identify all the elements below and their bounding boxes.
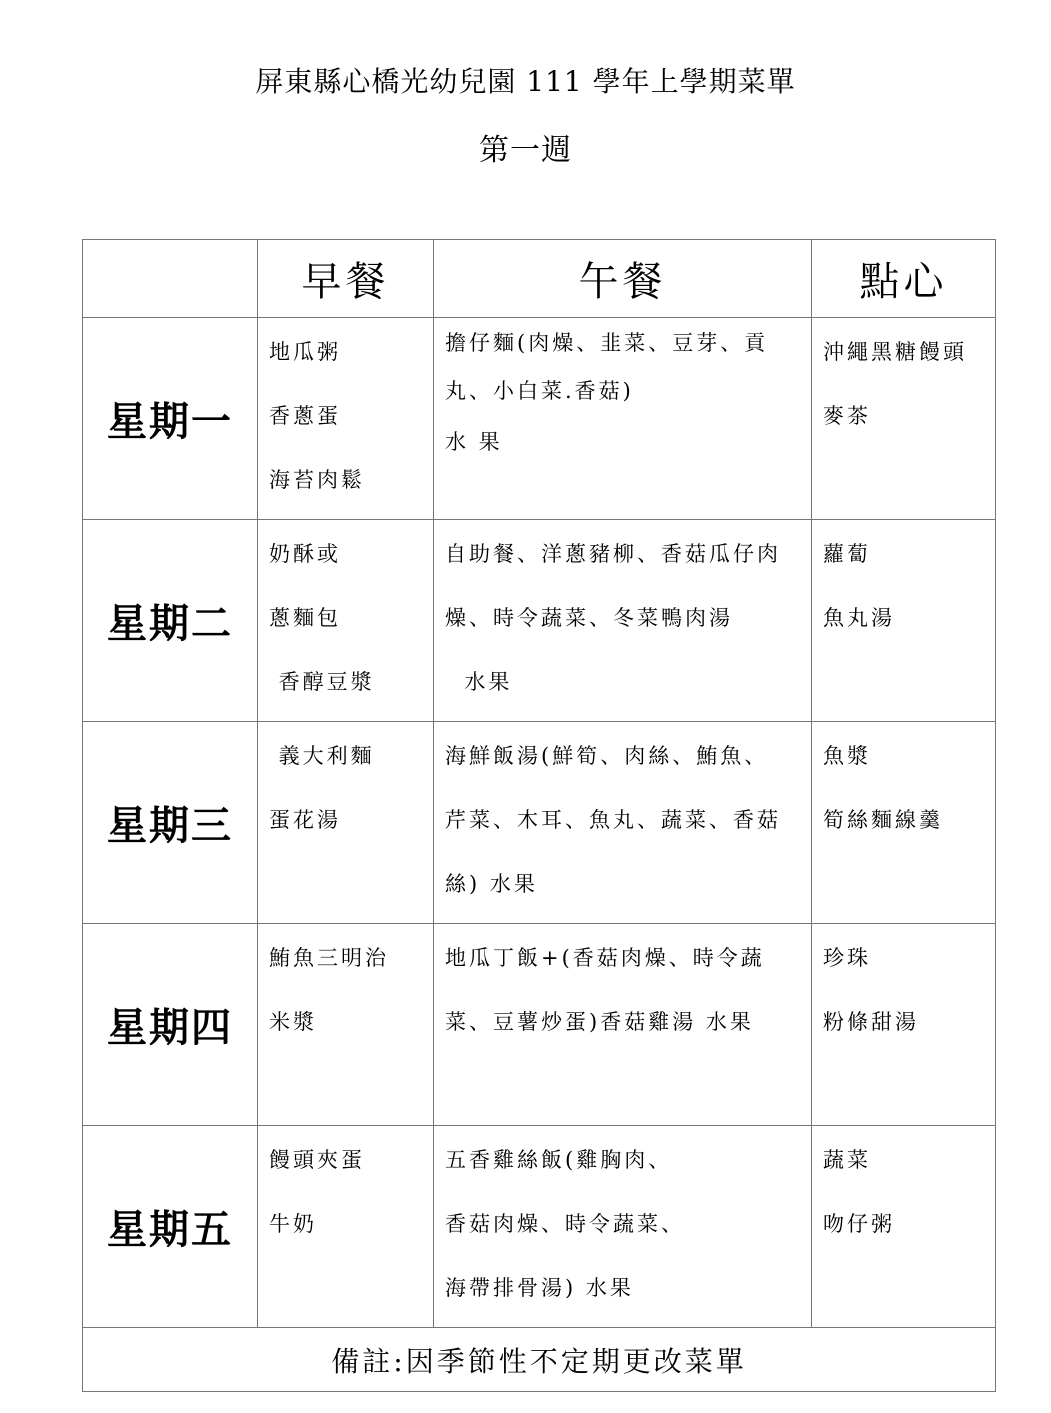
- menu-item: 香菇肉燥、時令蔬菜、: [445, 1212, 685, 1236]
- menu-item: 魚漿: [823, 744, 871, 768]
- lunch-cell: [434, 1126, 812, 1328]
- lunch-cell: [434, 318, 812, 520]
- lunch-cell: [434, 924, 812, 1126]
- menu-item: 海帶排骨湯) 水果: [445, 1276, 634, 1300]
- menu-item: 米漿: [269, 1010, 317, 1034]
- snack-cell: [812, 924, 996, 1126]
- menu-item: 筍絲麵線羹: [823, 808, 943, 832]
- lunch-cell: [434, 722, 812, 924]
- menu-item: 水果: [445, 670, 513, 694]
- menu-note: 備註:因季節性不定期更改菜單: [83, 1328, 996, 1392]
- lunch-cell: [434, 520, 812, 722]
- menu-item: 饅頭夾蛋: [269, 1148, 365, 1172]
- menu-item: 地瓜粥: [269, 340, 341, 364]
- day-label: 星期二: [83, 520, 258, 722]
- breakfast-cell: [258, 318, 434, 520]
- menu-item: 吻仔粥: [823, 1212, 895, 1236]
- header-day: [83, 240, 258, 318]
- menu-table: [82, 239, 996, 1392]
- table-row: [83, 722, 996, 924]
- breakfast-cell: [258, 722, 434, 924]
- menu-item: 蔥麵包: [269, 606, 341, 630]
- menu-item: 地瓜丁飯+(香菇肉燥、時令蔬: [445, 946, 765, 970]
- header-lunch: 午餐: [434, 240, 812, 318]
- day-label: 星期四: [83, 924, 258, 1126]
- breakfast-cell: [258, 520, 434, 722]
- menu-item: 蛋花湯: [269, 808, 341, 832]
- menu-item: 水 果: [445, 430, 503, 454]
- note-row: [83, 1328, 996, 1392]
- header-breakfast: 早餐: [258, 240, 434, 318]
- header-snack: 點心: [812, 240, 996, 318]
- snack-cell: [812, 318, 996, 520]
- day-label: 星期一: [83, 318, 258, 520]
- table-row: [83, 318, 996, 520]
- menu-item: 麥茶: [823, 404, 871, 428]
- table-row: [83, 1126, 996, 1328]
- document-title: 屏東縣心橋光幼兒園 111 學年上學期菜單: [255, 65, 796, 98]
- header-row: [83, 240, 996, 318]
- snack-cell: [812, 1126, 996, 1328]
- breakfast-cell: [258, 1126, 434, 1328]
- snack-cell: [812, 722, 996, 924]
- menu-item: 鮪魚三明治: [269, 946, 389, 970]
- menu-item: 五香雞絲飯(雞胸肉、: [445, 1148, 673, 1172]
- menu-item: 香蔥蛋: [269, 404, 341, 428]
- menu-item: 魚丸湯: [823, 606, 895, 630]
- table-row: [83, 520, 996, 722]
- menu-item: 菜、豆薯炒蛋)香菇雞湯 水果: [445, 1010, 754, 1034]
- menu-item: 牛奶: [269, 1212, 317, 1236]
- breakfast-cell: [258, 924, 434, 1126]
- day-label: 星期五: [83, 1126, 258, 1328]
- menu-item: 芹菜、木耳、魚丸、蔬菜、香菇: [445, 808, 781, 832]
- menu-item: 香醇豆漿: [269, 670, 375, 694]
- menu-item: 海鮮飯湯(鮮筍、肉絲、鮪魚、: [445, 744, 769, 768]
- menu-item: 擔仔麵(肉燥、韭菜、豆芽、貢: [445, 331, 769, 355]
- menu-item: 蔬菜: [823, 1148, 871, 1172]
- menu-item: 義大利麵: [269, 744, 375, 768]
- menu-item: 丸、小白菜.香菇): [445, 379, 634, 403]
- menu-item: 燥、時令蔬菜、冬菜鴨肉湯: [445, 606, 733, 630]
- menu-item: 絲) 水果: [445, 872, 538, 896]
- week-subtitle: 第一週: [479, 133, 572, 168]
- menu-item: 粉條甜湯: [823, 1010, 919, 1034]
- day-label: 星期三: [83, 722, 258, 924]
- menu-item: 自助餐、洋蔥豬柳、香菇瓜仔肉: [445, 542, 781, 566]
- snack-cell: [812, 520, 996, 722]
- menu-item: 奶酥或: [269, 542, 341, 566]
- menu-item: 蘿蔔: [823, 542, 871, 566]
- menu-item: 海苔肉鬆: [269, 468, 365, 492]
- table-row: [83, 924, 996, 1126]
- menu-item: 珍珠: [823, 946, 871, 970]
- menu-item: 沖繩黑糖饅頭: [823, 340, 967, 364]
